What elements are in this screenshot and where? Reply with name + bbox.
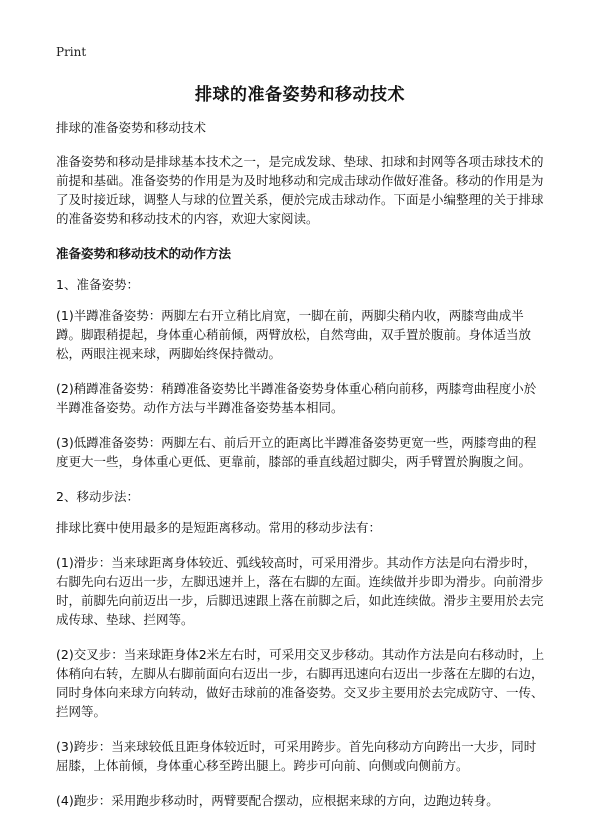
- list-item: (3)跨步：当来球较低且距身体较近时，可采用跨步。首先向移动方向跨出一大步，同时屈膝，上体前倾，身体重心移至跨出腿上。跨步可向前、向侧或向侧前方。: [56, 739, 537, 773]
- section-heading: 准备姿势和移动技术的动作方法: [56, 246, 232, 261]
- list-item: (2)交叉步：当来球距身体2米左右时，可采用交叉步移动。其动作方法是向右移动时，上体稍向右转，左脚从右脚前面向右迈出一步，右脚再迅速向右迈出一步落在左脚的右边，同时身体向来球方向转动，做好击球前的准备姿势。交叉步主要用於去完成防守、一传、拦网等。: [56, 647, 545, 719]
- part2-heading: 2、移动步法：: [56, 489, 139, 504]
- list-item: (1)滑步：当来球距离身体较近、弧线较高时，可采用滑步。其动作方法是向右滑步时，右脚先向右迈出一步，左脚迅速并上，落在右脚的左面。连续做并步即为滑步。向前滑步时，前脚先向前迈出一步，后脚迅速跟上落在前脚之后，如此连续做。滑步主要用於去完成传球、垫球、拦网等。: [56, 555, 544, 627]
- list-item: (2)稍蹲准备姿势：稍蹲准备姿势比半蹲准备姿势身体重心稍向前移，两膝弯曲程度小於半蹲准备姿势。动作方法与半蹲准备姿势基本相同。: [56, 381, 537, 415]
- part1-heading: 1、准备姿势：: [56, 277, 139, 292]
- intro-paragraph: 准备姿势和移动是排球基本技术之一，是完成发球、垫球、扣球和封网等各项击球技术的前提和基础。准备姿势的作用是为及时地移动和完成击球动作做好准备。移动的作用是为了及时接近球，调整人与球的位置关系，便於完成击球动作。下面是小编整理的关于排球的准备姿势和移动技术的内容，欢迎大家阅读。: [56, 154, 544, 226]
- part2-intro: 排球比赛中使用最多的是短距离移动。常用的移动步法有：: [56, 520, 382, 535]
- list-item: (1)半蹲准备姿势：两脚左右开立稍比肩宽，一脚在前，两脚尖稍内收，两膝弯曲成半蹲。脚跟稍提起，身体重心稍前倾，两臂放松，自然弯曲，双手置於腹前。身体适当放松，两眼注视来球，两脚始终保持微动。: [56, 308, 532, 361]
- list-item: (4)跑步：采用跑步移动时，两臂要配合摆动，应根据来球的方向，边跑边转身。: [56, 793, 499, 808]
- page-title: 排球的准备姿势和移动技术: [195, 85, 405, 105]
- article-subtitle: 排球的准备姿势和移动技术: [56, 120, 207, 135]
- article-body: [56, 118, 546, 826]
- print-link[interactable]: Print: [56, 45, 87, 59]
- list-item: (3)低蹲准备姿势：两脚左右、前后开立的距离比半蹲准备姿势更宽一些，两膝弯曲的程度更大一些，身体重心更低、更靠前，膝部的垂直线超过脚尖，两手臂置於胸腹之间。: [56, 435, 537, 469]
